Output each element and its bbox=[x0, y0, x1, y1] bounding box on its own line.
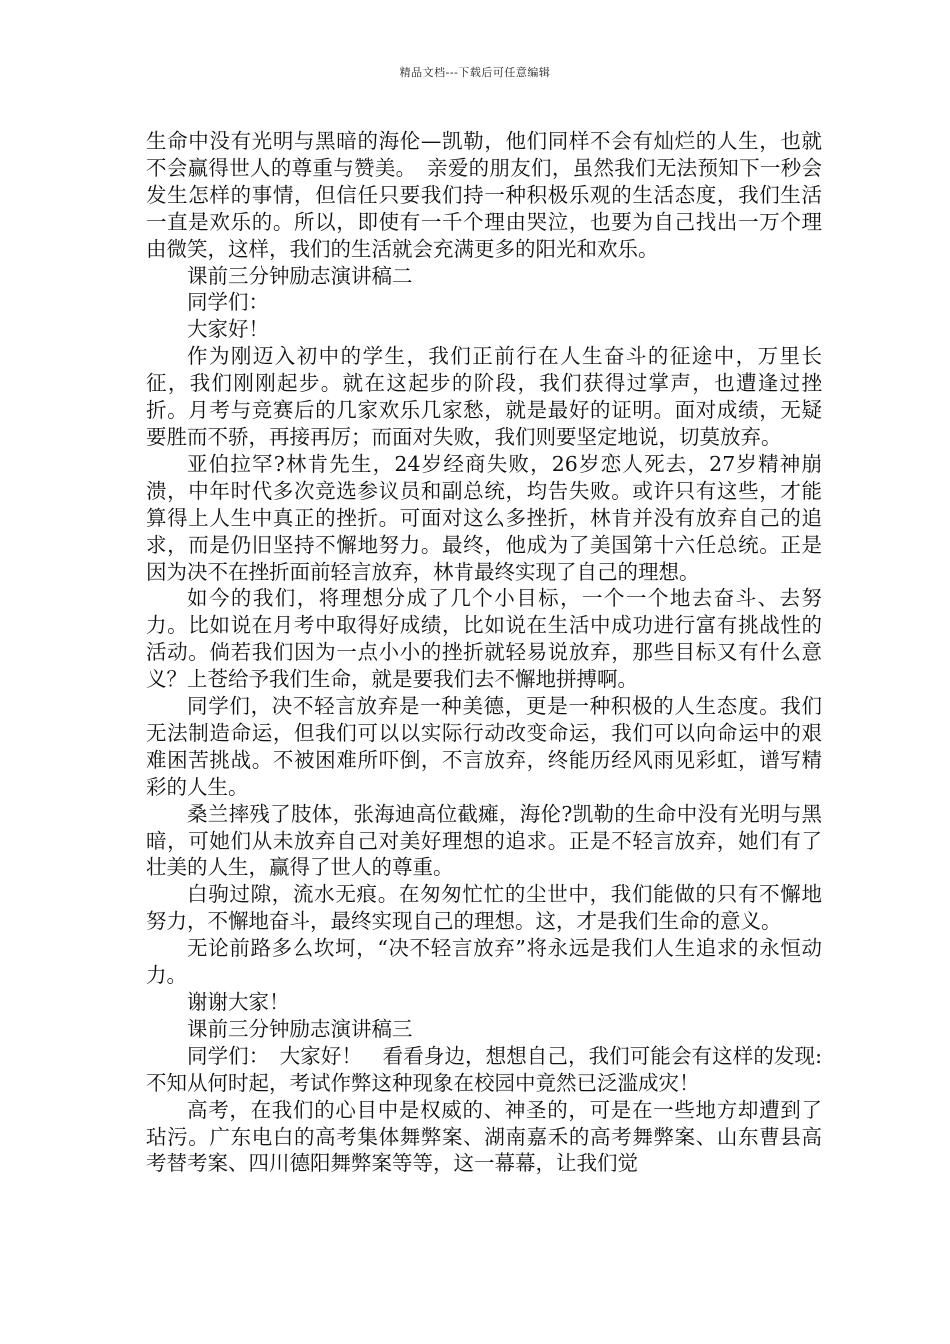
paragraph: 同学们，决不轻言放弃是一种美德，更是一种积极的人生态度。我们无法制造命运，但我们可以以实际行动改变命运，我们可以向命运中的艰难困苦挑战。不被困难所吓倒，不言放弃，终能历经风雨见彩虹，谱写精彩的人生。 bbox=[146, 694, 822, 799]
paragraph: 高考，在我们的心目中是权威的、神圣的，可是在一些地方却遭到了玷污。广东电白的高考集体舞弊案、湖南嘉禾的高考舞弊案、山东曹县高考替考案、四川德阳舞弊案等等，这一幕幕，让我们觉 bbox=[146, 1097, 822, 1176]
paragraph: 同学们： 大家好！ 看看身边，想想自己，我们可能会有这样的发现:不知从何时起，考试作弊这种现象在校园中竟然已泛滥成灾！ bbox=[146, 1043, 822, 1095]
paragraph: 如今的我们，将理想分成了几个小目标，一个一个地去奋斗、去努力。比如说在月考中取得好成绩，比如说在生活中成功进行富有挑战性的活动。倘若我们因为一点小小的挫折就轻易说放弃，那些目标又有什么意义？上苍给予我们生命，就是要我们去不懈地拼搏啊。 bbox=[146, 586, 822, 692]
closing: 谢谢大家！ bbox=[187, 990, 290, 1014]
document-body bbox=[146, 128, 822, 1177]
paragraph: 生命中没有光明与黑暗的海伦—凯勒，他们同样不会有灿烂的人生，也就不会赢得世人的尊重与赞美。 亲爱的朋友们，虽然我们无法预知下一秒会发生怎样的事情，但信任只要我们持一种积极乐观的生活态度，我们生活一直是欢乐的。所以，即使有一千个理由哭泣，也要为自己找出一万个理由微笑，这样，我们的生活就会充满更多的阳光和欢乐。 bbox=[146, 129, 822, 261]
greeting: 大家好！ bbox=[187, 317, 269, 342]
paragraph: 亚伯拉罕?林肯先生，24岁经商失败，26岁恋人死去，27岁精神崩溃，中年时代多次竞选参议员和副总统，均告失败。或许只有这些，才能算得上人生中真正的挫折。可面对这么多挫折，林肯并没有放弃自己的追求，而是仍旧坚持不懈地努力。最终，他成为了美国第十六任总统。正是因为决不在挫折面前轻言放弃，林肯最终实现了自己的理想。 bbox=[146, 451, 822, 584]
section-heading: 课前三分钟励志演讲稿二 bbox=[187, 263, 413, 288]
paragraph: 无论前路多么坎坷，“决不轻言放弃”将永远是我们人生追求的永恒动力。 bbox=[146, 936, 822, 988]
paragraph: 白驹过隙，流水无痕。在匆匆忙忙的尘世中，我们能做的只有不懈地努力，不懈地奋斗，最终实现自己的理想。这，才是我们生命的意义。 bbox=[146, 882, 822, 934]
section-heading: 课前三分钟励志演讲稿三 bbox=[187, 1016, 413, 1041]
paragraph: 作为刚迈入初中的学生，我们正前行在人生奋斗的征途中，万里长征，我们刚刚起步。就在这起步的阶段，我们获得过掌声，也遭逢过挫折。月考与竞赛后的几家欢乐几家愁，就是最好的证明。面对成绩，无疑要胜而不骄，再接再厉；而面对失败，我们则要坚定地说，切莫放弃。 bbox=[146, 344, 822, 449]
paragraph: 桑兰摔残了肢体，张海迪高位截瘫，海伦?凯勒的生命中没有光明与黑暗，可她们从未放弃自己对美好理想的追求。正是不轻言放弃，她们有了壮美的人生，赢得了世人的尊重。 bbox=[146, 801, 822, 880]
page-header: 精品文档---下载后可任意编辑 bbox=[399, 66, 551, 79]
salutation: 同学们： bbox=[187, 290, 269, 315]
